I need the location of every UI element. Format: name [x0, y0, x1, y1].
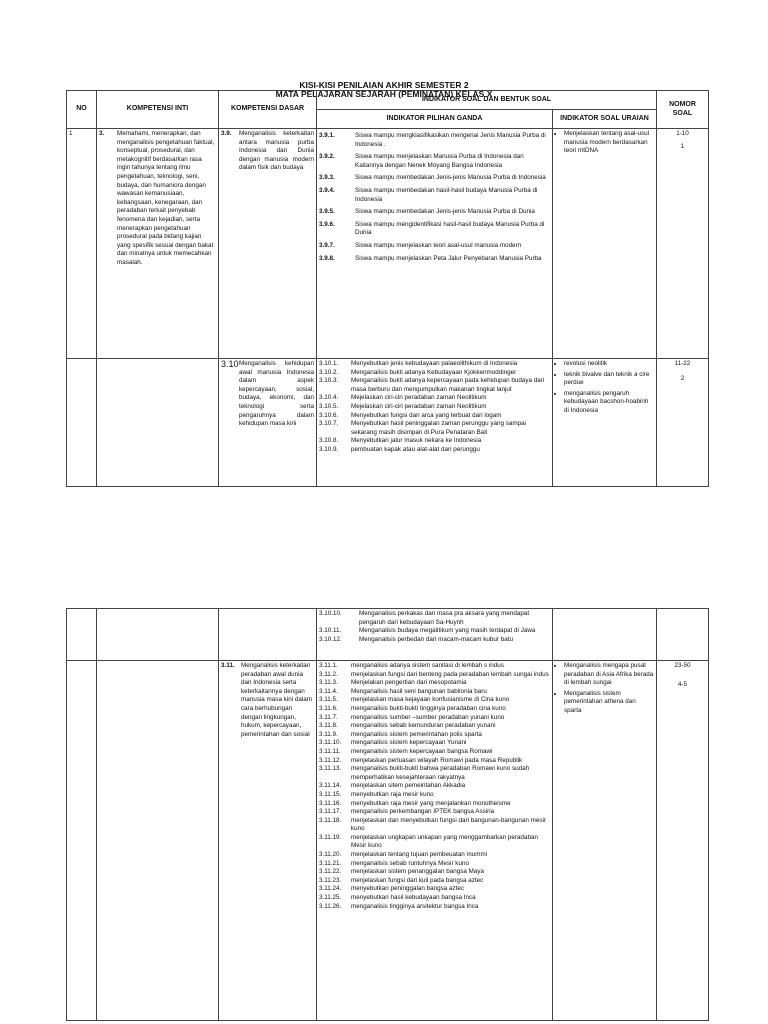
- indicator-item: 3.10.6. Menyebutkan fungsi dari arca yang terbuat dari logam: [319, 411, 502, 419]
- indicator-item: 3.11.6. menganalisis bukti-bukti tingginya peradaban cina kuno: [319, 704, 506, 712]
- nomor-soal-cell: [657, 661, 709, 1021]
- indicator-item: 3.11.4. Menganalisis hasil seni bangunan babilonia baru: [319, 687, 487, 695]
- indicator-item: 3.10.7. Menyebutkan hasil peninggalan zaman perunggu yang sampai sekarang masih disimpan di Pura Penataran Bali: [319, 420, 527, 436]
- table-row: [67, 359, 709, 487]
- indicator-item: 3.10.2. Menganalisis bukti adanya Kebudayaan Kjokkenmoddinger: [319, 368, 517, 376]
- indicator-pg-cell: [317, 129, 553, 359]
- header-kompetensi-inti: KOMPETENSI INTI: [97, 91, 219, 129]
- uraian-cell: [553, 359, 657, 487]
- indicator-item: 3.11.13. menganalisis bukti-bukti bahwa peradaban Romawi kuno sudah memperhatikan kesejahteraan rakyatnya: [319, 765, 530, 781]
- nomor-pg: 23-50: [674, 662, 691, 669]
- indicator-pg-cell: [317, 661, 553, 1021]
- uraian-cell: [553, 129, 657, 359]
- indicator-item: 3.9.6. Siswa mampu mengidentifikasi hasil-hasil budaya Manusia Purba di Dunia: [319, 220, 545, 237]
- kompetensi-dasar-cell: [219, 661, 317, 1021]
- table-row: [67, 609, 709, 661]
- indicator-item: 3.10.4. Mejelaskan ciri-ciri peradaban zaman Neolitikum: [319, 394, 487, 402]
- uraian-item: • Menjelaskan tentang asal-usul manusia modern berdasarkan teori mtDNA: [564, 130, 654, 156]
- indicator-item: 3.11.3. Menjelakan pengertian dari mesopotamia: [319, 679, 467, 687]
- indicator-item: 3.11.25. menyebutkan hasil kebudayaan bangsa Inca: [319, 894, 476, 902]
- indicator-item: 3.9.7. Siswa mampu menjelaskan teori asal-usul manusia modern: [319, 241, 522, 249]
- nomor-uraian: 4-5: [677, 680, 688, 688]
- indicator-item: 3.11.15. menyebutkan raja mesir kuno: [319, 790, 434, 798]
- indicator-item: 3.11.5. menjelaskan masa kejayaan konfusianisme di Cina kuno: [319, 696, 510, 704]
- uraian-item: • Menganalisis sistem pemerintahan athena dan sparta: [564, 690, 654, 716]
- indicator-item: 3.10.5. Mejelaskan ciri-ciri peradaban zaman Neolitikum: [319, 402, 487, 410]
- indicator-item: 3.10.8. Menyebutkan jalur masuk nekara ke Indonesia: [319, 437, 482, 445]
- nomor-soal-cell: [657, 129, 709, 359]
- indicator-item: 3.11.11. menganalisis sistem kepercayaan bangsa Romawi: [319, 747, 493, 755]
- nomor-pg: 11-22: [674, 360, 691, 367]
- indicator-item: 3.9.4. Siswa mampu membedakan hasil-hasil budaya Manusia Purba di Indonesia: [319, 186, 538, 203]
- uraian-item: • revolusi neolitik: [564, 360, 654, 369]
- indicator-item: 3.11.8. menganalisis sebab kemunduran peradaban yunani: [319, 722, 496, 730]
- kompetensi-inti-cell: [97, 129, 219, 359]
- indicator-pg-cell: [317, 359, 553, 487]
- kd-text: Menganalisis keterkaitan antara manusia purba Indonesia dan Dunia dengan manusia modern dalam fisik dan budaya: [239, 130, 314, 172]
- indicator-item: 3.11.14. menjelaskan sitem pemeintahan Akkadia: [319, 782, 466, 790]
- indicator-item: 3.10.1. Menyebutkan jenis kebudayaan palaeolithikum di Indonesia: [319, 360, 518, 367]
- indicator-item: 3.11.22. menjelaskan sistem penanggalan bangsa Maya: [319, 868, 485, 876]
- indicator-item: 3.11.19. menjelaskan ungkapan unkapan yang menggambarkan peradaban Mesir kuno: [319, 833, 538, 850]
- indicator-item: 3.11.9. menganalisis sistem pemerintahan polis sparta: [319, 730, 482, 738]
- kd-text: Menganalisis kehidupan awal manusia Indonesia dalam aspek kepercayaan, sosial, budaya, ekonomi, dan teknologi serta pengaruhnya dalam kehidupan masa kini: [239, 360, 314, 428]
- header-nomor-soal: NOMOR SOAL: [657, 91, 709, 129]
- indicator-item: 3.9.5. Siswa mampu membedakan Jenis-jenis Manusia Purba di Dunia: [319, 208, 535, 216]
- indicator-item: 3.9.8. Siswa mampu menjelaskan Peta Jalur Penyebaran Manusia Purba: [319, 254, 542, 262]
- indicator-pg-cell: [317, 609, 553, 661]
- uraian-cell: [553, 661, 657, 1021]
- kompetensi-dasar-cell: [219, 359, 317, 487]
- kd-code: 3.10: [221, 359, 239, 369]
- uraian-item: • menganalisis pengaruh kebudayaan bacshon-hoabinh di Indonesia: [564, 390, 654, 416]
- ki-code: 3.: [99, 130, 105, 137]
- table-row: [67, 661, 709, 1021]
- indicator-item: 3.9.3. Siswa mampu membedakan Jenis-jenis Manusia Purba di Indonesia: [319, 174, 546, 182]
- nomor-pg: 1-10: [676, 130, 689, 137]
- indicator-item: 3.11.7. menganalisis sumber –sumber peradaban yunani kuno: [319, 713, 505, 721]
- row-number: 1: [67, 129, 97, 359]
- indicator-item: 3.10.3. Menganalisis bukti adanya kepercayaan pada kehidupan budaya dari masa berburu dan mengumpulkan makanan tingkat lanjut: [319, 377, 545, 393]
- uraian-item: • teknik bivalve dan teknik a cire perdue: [564, 371, 654, 388]
- indicator-item: 3.9.1. Siswa mampu mengklasifikasikan mengenai Jenis Manusia Purba di Indonesia .: [319, 132, 546, 148]
- header-soal-uraian: INDIKATOR SOAL URAIAN: [553, 110, 657, 129]
- kd-code: 3.9.: [221, 130, 232, 137]
- indicator-item: 3.11.18. menjelaskan dan menyebutkan fungsi dari bangunan-bangunan mesir kuno: [319, 816, 546, 833]
- indicator-item: 3.11.17. menganalisis perkembangan IPTEK bangsa Assiria: [319, 808, 495, 816]
- nomor-uraian: 1: [680, 142, 685, 150]
- table-row: [67, 129, 709, 359]
- indicator-item: 3.11.16. menyebutkan raja mesir yang menjalankan monotheisme: [319, 799, 511, 807]
- title-line-1: KISI-KISI PENILAIAN AKHIR SEMESTER 2: [299, 80, 469, 90]
- kisi-kisi-table: [66, 90, 709, 487]
- indicator-item: 3.10.12. Menganalisis perbedan dari macam-macam kubur batu: [319, 635, 514, 643]
- indicator-item: 3.10.11. Menganalisis budaya megalitikum yang masih terdapat di Jawa: [319, 627, 536, 635]
- kd-code: 3.11.: [221, 662, 235, 669]
- indicator-item: 3.11.20. menjelaskan tentang tujuan pembeuatan mummi: [319, 851, 488, 859]
- kd-text: Menganalisis keterkaitan peradaban awal dunia dan Indonesia serta keterkaitannya dengan manusia masa kini dalam cara berhubungan dengan lingkungan, hukum, kepercayaan, pemerintahan dan sosial: [241, 662, 313, 738]
- indicator-item: 3.11.23. menjelaskan fungsi dari kuil pada bangsa aztec: [319, 876, 484, 884]
- indicator-item: 3.11.10. menganalisis sistem kepercayaan Yunani: [319, 739, 467, 747]
- indicator-item: 3.11.24. menyebutkan peninggalan bangsa aztec: [319, 885, 465, 893]
- header-no: NO: [67, 91, 97, 129]
- ki-text: Memahami, menerapkan, dan menganalisis pengetahuan faktual, konseptual, prosedural, dan metakognitif berdasarkan rasa ingin tahunya tentang ilmu pengetahuan, teknologi, seni, budaya, dan humaniora dengan wawasan kemanusiaan, kebangsaan, kenegaraan, dan peradaban terkait penyebab fenomena dan kejadian, serta menerapkan pengetahuan prosedural pada bidang kajian yang spesifik sesuai dengan bakat dan minatnya untuk memecahkan masalah.: [117, 130, 215, 266]
- indicator-item: 3.11.21. menganalisis sebab runtuhnya Mesir kuno: [319, 859, 469, 867]
- indicator-item: 3.11.26. menganalisis tingginya arsitektur bangsa Inca: [319, 902, 479, 910]
- kompetensi-dasar-cell: [219, 129, 317, 359]
- indicator-item: 3.11.2. menjelaskan fungsi dari benteng pada peradaban lembah sungai indus: [319, 670, 549, 678]
- indicator-item: 3.10.9. pembuatan kapak atau alat-alat dari perunggu: [319, 445, 480, 453]
- title-line-2: MATA PELAJARAN SEJARAH (PEMINATAN) KELAS X: [275, 89, 493, 99]
- nomor-uraian: 2: [680, 374, 685, 382]
- header-indikator: INDIKATOR SOAL DAN BENTUK SOAL: [317, 91, 657, 110]
- uraian-item: • Menganalisis mengapa pusat peradaban di Asia Afrika berada di lembah sungai: [564, 662, 654, 688]
- indicator-item: 3.10.10. Menganalisis perkakas dari masa pra aksara yang mendapat pengaruh dari kebudayaan Sa-Huynh: [319, 610, 530, 626]
- header-kompetensi-dasar: KOMPETENSI DASAR: [219, 91, 317, 129]
- indicator-item: 3.11.12. menjelaskan perluasan wilayah Romawi pada masa Republik: [319, 756, 523, 764]
- kisi-kisi-table-continued: [66, 608, 709, 1021]
- indicator-item: 3.9.2. Siswa mampu menjelaskan Manusia Purba di Indonesia dan Kaitannya dengan Nenek Moyang Bangsa Indonesia: [319, 153, 524, 169]
- nomor-soal-cell: [657, 359, 709, 487]
- indicator-item: 3.11.1. menganalisis adanya sistem sanitasi di lembah s indus: [319, 662, 504, 669]
- header-pilihan-ganda: INDIKATOR PILIHAN GANDA: [317, 110, 553, 129]
